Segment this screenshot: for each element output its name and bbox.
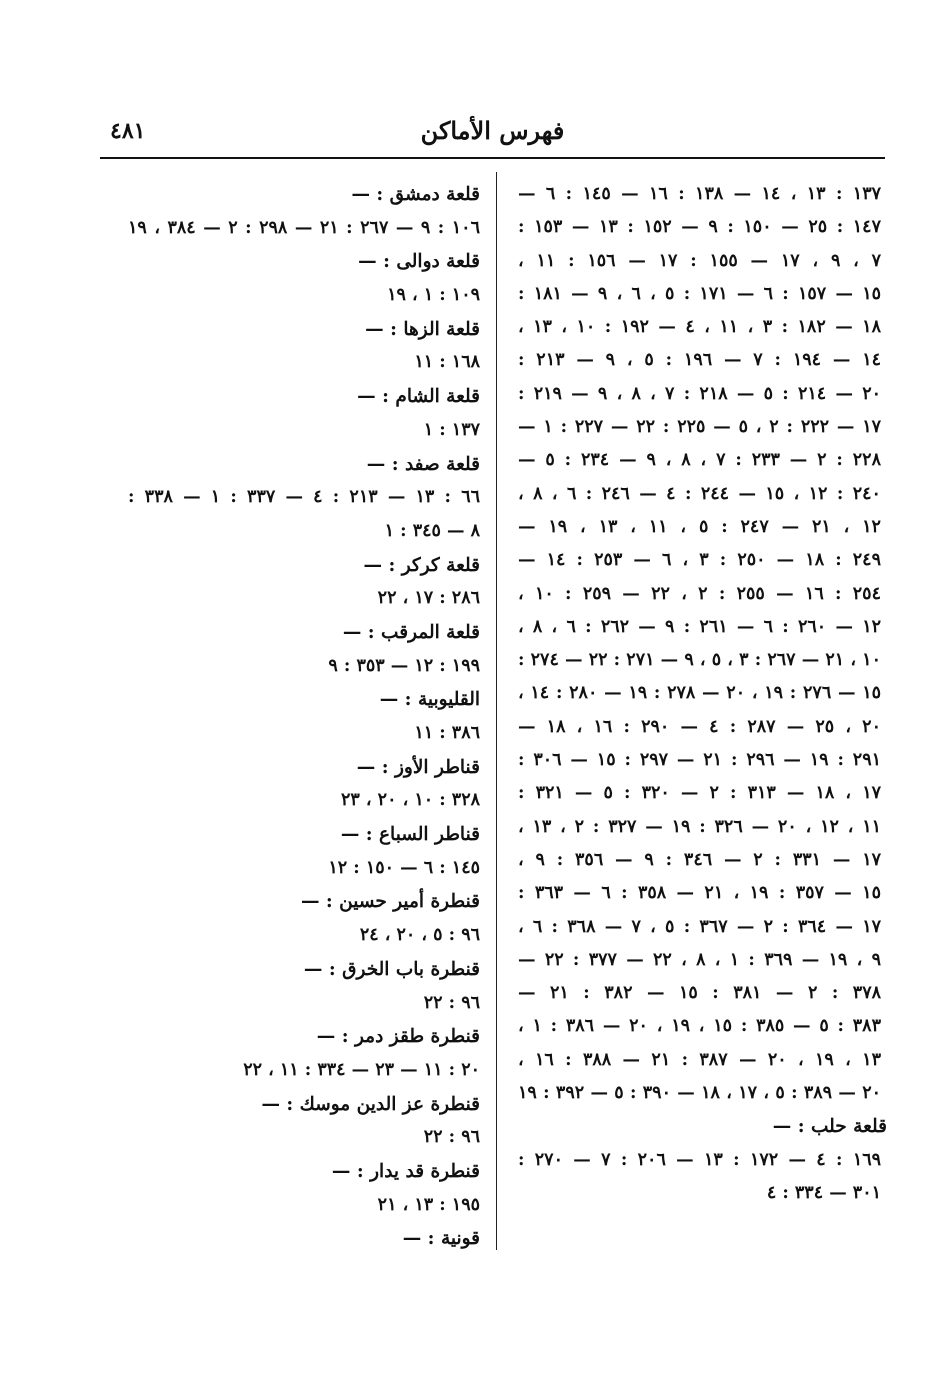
left-index-entry-line: ٢٨٦ : ١٧ ، ٢٢ <box>377 588 480 609</box>
right-index-entry-line: ١٣٧ : ١٣ ، ١٤ — ١٣٨ : ١٦ — ١٤٥ : ٦ — <box>518 184 881 204</box>
left-index-heading: قلعة دوالى : — <box>358 251 480 273</box>
left-index-entry-line: ٦٦ : ١٣ — ٢١٣ : ٤ — ٣٣٧ : ١ — ٣٣٨ : <box>128 487 480 508</box>
page-number: ٤٨١ <box>110 118 146 144</box>
right-index-entry-line: ٩ ، ١٩ — ٣٦٩ : ١ ، ٨ ، ٢٢ — ٣٧٧ : ٢٢ — <box>518 949 881 970</box>
left-index-entry-line: ١٤٥ : ٦ — ١٥٠ : ١٢ <box>328 857 480 878</box>
left-index-heading: قلعة الزها : — <box>365 318 480 340</box>
left-index-entry-line: ١٠٩ : ١ ، ١٩ <box>387 285 480 306</box>
left-index-entry-line: ٣٢٨ : ١٠ ، ٢٠ ، ٢٣ <box>341 790 480 811</box>
header-rule <box>100 157 885 159</box>
right-index-entry-line: ٣٠١ — ٣٣٤ : ٤ <box>766 1182 881 1203</box>
left-index-entry-line: ٣٨٦ : ١١ <box>414 723 480 743</box>
left-index-entry-line: ١٩٥ : ١٣ ، ٢١ <box>377 1194 480 1215</box>
right-index-entry-line: ٢٤٩ : ١٨ — ٢٥٠ : ٣ ، ٦ — ٢٥٣ : ١٤ — <box>518 550 881 571</box>
left-index-entry-line: ٩٦ : ٥ ، ٢٠ ، ٢٤ <box>359 925 480 946</box>
right-index-entry-line: ٣٧٨ : ٢ — ٣٨١ : ١٥ — ٣٨٢ : ٢١ — <box>518 983 881 1004</box>
left-index-heading: قلعة دمشق : — <box>351 184 480 205</box>
right-index-entry-line: ١٥ — ٢٧٦ : ١٩ ، ٢٠ — ٢٧٨ : ١٩ — ٢٨٠ : ١٤ ، <box>518 683 881 704</box>
right-index-entry-line: ٧ ، ٩ ، ١٧ — ١٥٥ : ١٧ — ١٥٦ : ١١ ، <box>518 250 881 271</box>
right-index-entry-line: ٢٥٤ : ١٦ — ٢٥٥ : ٢ ، ٢٢ — ٢٥٩ : ١٠ ، <box>518 583 881 604</box>
left-index-entry-line: ٩٦ : ٢٢ <box>423 992 480 1013</box>
right-index-heading: قلعة حلب : — <box>772 1116 887 1138</box>
right-index-entry-line: ٢٢٨ : ٢ — ٢٣٣ : ٧ ، ٨ ، ٩ — ٢٣٤ : ٥ — <box>518 450 881 471</box>
left-index-heading: القليوبية : — <box>379 689 480 711</box>
left-index-entry-line: ١٩٩ : ١٢ — ٣٥٣ : ٩ <box>328 655 480 676</box>
right-index-entry-line: ١٦٩ : ٤ — ١٧٢ : ١٣ — ٢٠٦ : ٧ — ٢٧٠ : <box>518 1149 881 1170</box>
right-index-entry-line: ١٤٧ : ٢٥ — ١٥٠ : ٩ — ١٥٢ : ١٣ — ١٥٣ : <box>518 217 881 238</box>
right-index-entry-line: ٢٤٠ : ١٢ ، ١٥ — ٢٤٤ : ٤ — ٢٤٦ : ٦ ، ٨ ، <box>518 483 881 504</box>
left-index-heading: قنطرة قد يدار : — <box>331 1160 480 1182</box>
right-index-entry-line: ٢٠ ، ٢٥ — ٢٨٧ : ٤ — ٢٩٠ : ١٦ ، ١٨ — <box>518 716 881 737</box>
page-header <box>100 110 885 158</box>
left-index-heading: قلعة المرقب : — <box>342 621 480 643</box>
right-index-entry-line: ١٢ — ٢٦٠ : ٦ — ٢٦١ : ٩ — ٢٦٢ : ٦ ، ٨ ، <box>518 616 881 637</box>
left-index-heading: قنطرة باب الخرق : — <box>303 958 480 980</box>
right-index-entry-line: ١١ ، ١٢ ، ٢٠ — ٣٢٦ : ١٩ — ٣٢٧ : ٢ ، ١٣ ، <box>518 816 881 837</box>
right-index-entry-line: ١٤ — ١٩٤ : ٧ — ١٩٦ : ٥ ، ٩ — ٢١٣ : <box>518 350 881 371</box>
column-divider <box>496 172 497 1250</box>
right-index-entry-line: ١٠ ، ٢١ — ٢٦٧ : ٣ ، ٥ ، ٩ — ٢٧١ : ٢٢ — ٢٧٤ : <box>518 650 881 671</box>
right-index-entry-line: ١٧ — ٣٣١ : ٢ — ٣٤٦ : ٩ — ٣٥٦ : ٩ ، <box>518 849 881 870</box>
left-column <box>128 178 480 1256</box>
left-index-entry-line: ٨ — ٣٤٥ : ١ <box>384 520 480 541</box>
right-index-entry-line: ١٥ — ٣٥٧ : ١٩ ، ٢١ — ٣٥٨ : ٦ — ٣٦٣ : <box>518 883 881 904</box>
left-index-heading: قنطرة عز الدين موسك : — <box>261 1093 480 1115</box>
right-column <box>518 178 887 1210</box>
right-index-entry-line: ١٨ — ١٨٢ : ٣ ، ١١ ، ٤ — ١٩٢ : ١٠ ، ١٣ ، <box>518 317 881 338</box>
right-index-entry-line: ١٧ — ٢٢٢ : ٢ ، ٥ — ٢٢٥ : ٢٢ — ٢٢٧ : ١ — <box>518 417 881 438</box>
left-index-heading: قلعة الشام : — <box>357 386 480 408</box>
left-index-entry-line: ٢٠ : ١١ — ٢٣ — ٣٣٤ : ١١ ، ٢٢ <box>243 1059 480 1080</box>
right-index-entry-line: ٣٨٣ : ٥ — ٣٨٥ : ١٥ ، ١٩ ، ٢٠ — ٣٨٦ : ١ ، <box>518 1016 881 1037</box>
right-index-entry-line: ١٥ — ١٥٧ : ٦ — ١٧١ : ٥ ، ٦ ، ٩ — ١٨١ : <box>518 283 881 304</box>
right-index-entry-line: ٢٠ — ٢١٤ : ٥ — ٢١٨ : ٧ ، ٨ ، ٩ — ٢١٩ : <box>518 383 881 404</box>
left-index-heading: قناطر السباع : — <box>340 824 480 846</box>
left-index-heading: قلعة كركر : — <box>363 554 480 576</box>
left-index-heading: قونية : — <box>402 1228 480 1250</box>
left-index-entry-line: ٩٦ : ٢٢ <box>423 1127 480 1148</box>
left-index-heading: قناطر الأوز : — <box>356 756 480 778</box>
left-index-entry-line: ١٣٧ : ١ <box>423 419 480 440</box>
left-index-heading: قنطرة طقز دمر : — <box>316 1026 480 1048</box>
right-index-entry-line: ١٣ ، ١٩ ، ٢٠ — ٣٨٧ : ٢١ — ٣٨٨ : ١٦ ، <box>518 1049 881 1070</box>
left-index-entry-line: ١٠٦ : ٩ — ٢٦٧ : ٢١ — ٢٩٨ : ٢ — ٣٨٤ ، ١٩ <box>128 217 480 238</box>
right-index-entry-line: ٢٠ — ٣٨٩ : ٥ ، ١٧ ، ١٨ — ٣٩٠ : ٥ — ٣٩٢ : ١٩ <box>518 1083 881 1104</box>
right-index-entry-line: ٢٩١ : ١٩ — ٢٩٦ : ٢١ — ٢٩٧ : ١٥ — ٣٠٦ : <box>518 750 881 771</box>
right-index-entry-line: ١٧ — ٣٦٤ : ٢ — ٣٦٧ : ٥ ، ٧ — ٣٦٨ : ٦ ، <box>518 916 881 937</box>
page-title: فهرس الأماكن <box>420 116 565 145</box>
left-index-heading: قلعة صفد : — <box>366 453 480 475</box>
left-index-heading: قنطرة أمير حسين : — <box>300 891 480 913</box>
right-index-entry-line: ١٢ ، ٢١ — ٢٤٧ : ٥ ، ١١ ، ١٣ ، ١٩ — <box>518 516 881 537</box>
right-index-entry-line: ١٧ ، ١٨ — ٣١٣ : ٢ — ٣٢٠ : ٥ — ٣٢١ : <box>518 783 881 804</box>
left-index-entry-line: ١٦٨ : ١١ <box>414 352 480 373</box>
